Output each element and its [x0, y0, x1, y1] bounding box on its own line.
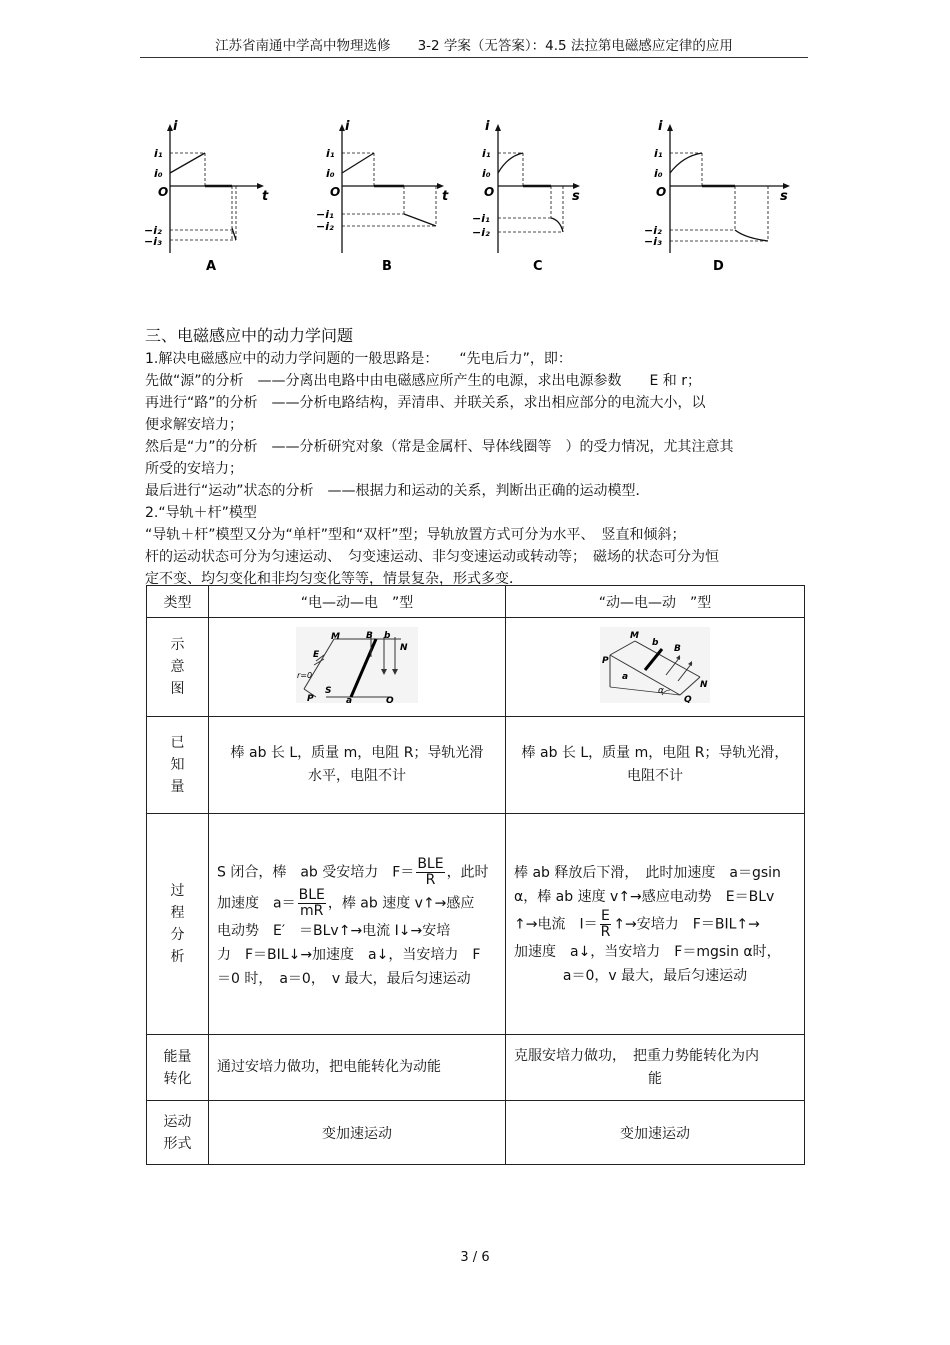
known-right-cell — [506, 717, 805, 814]
tick-label: −i₃ — [644, 235, 662, 248]
energy-right-cell: 克服安培力做功， 把重力势能转化为内 能 — [506, 1035, 805, 1101]
diagram-right-cell — [506, 618, 805, 717]
header-type: 类型 — [147, 586, 209, 618]
tick-label: −i₃ — [144, 235, 162, 248]
tick-label: i₁ — [326, 147, 335, 160]
text-line: 所受的安培力； — [145, 461, 243, 477]
fraction: $\frac{E}{R}$ — [600, 907, 611, 940]
svg-text:b: b — [384, 631, 391, 641]
page-number: 3 / 6 — [460, 1250, 490, 1265]
model-table — [146, 585, 805, 1165]
text-line: 然后是“力”的分析 ——分析研究对象（常是金属杆、导体线圈等 ）的受力情况，尤其注意其 — [145, 439, 734, 455]
graph-label: B — [382, 259, 392, 274]
text-line: 先做“源”的分析 ——分离出电路中由电磁感应所产生的电源，求出电源参数 E 和 r； — [145, 373, 702, 389]
svg-text:Q: Q — [684, 695, 692, 703]
table-row-motion — [147, 1101, 805, 1165]
table-header-row — [147, 586, 805, 618]
process-left-cell: S 闭合，棒 ab 受安培力 F＝ $\frac{\text{BLE}}{R}$ ，此时 加速度 a＝ $\frac{\text{BLE}}{mR}$ ，棒 ab 速度 v↑→感应 电动势 E′ ＝BLv↑→电流 I↓→安培 力 F＝BIL↓→加速度 a↓，当安培力 F ＝0 时， a＝0， v 最大，最后匀速运动 — [209, 814, 506, 1035]
tick-label: i₁ — [482, 147, 491, 160]
tick-label: −i₂ — [472, 226, 490, 239]
tick-label: i₀ — [326, 167, 335, 180]
svg-text:M: M — [331, 632, 340, 642]
header-divider — [140, 57, 808, 58]
process-right-cell: 棒 ab 释放后下滑， 此时加速度 a＝gsin α，棒 ab 速度 v↑→感应电动势 E＝BLv ↑→电流 I＝ $\frac{E}{R}$ ↑→安培力 F＝BIL↑→ 加速度 a↓，当安培力 F＝mgsin α时， a＝0，v 最大，最后匀速运动 — [506, 814, 805, 1035]
known-left-cell — [209, 717, 506, 814]
header-left-model: “电—动—电 ”型 — [209, 586, 506, 618]
svg-text:P: P — [602, 656, 609, 666]
tick-label: −i₂ — [144, 224, 162, 237]
fraction: $\frac{\text{BLE}}{mR}$ — [298, 887, 325, 919]
table-row-process — [147, 814, 805, 1035]
svg-text:M: M — [630, 631, 639, 641]
svg-text:a: a — [622, 672, 629, 682]
svg-text:B: B — [366, 631, 373, 641]
text-line: 1.解决电磁感应中的动力学问题的一般思路是： “先电后力”，即： — [145, 351, 572, 367]
svg-text:b: b — [652, 638, 659, 648]
y-axis-label: i — [485, 119, 490, 134]
graph-label: D — [713, 259, 724, 274]
svg-text:N: N — [400, 643, 408, 653]
rail-diagram-horizontal — [296, 627, 418, 703]
graph-d — [640, 118, 788, 278]
graph-b — [312, 118, 452, 278]
svg-text:r=0: r=0 — [297, 671, 313, 680]
table-row-energy — [147, 1035, 805, 1101]
origin-label: O — [656, 185, 667, 199]
energy-left-cell: 通过安培力做功，把电能转化为动能 — [209, 1035, 506, 1101]
tick-label: i₁ — [654, 147, 663, 160]
svg-text:B: B — [674, 644, 681, 654]
tick-label: i₁ — [154, 147, 163, 160]
svg-text:α: α — [658, 686, 664, 696]
known-right-line: 电阻不计 — [627, 768, 683, 784]
text-line: “导轨＋杆”模型又分为“单杆”型和“双杆”型；导轨放置方式可分为水平、 竖直和倾斜； — [145, 527, 686, 543]
section-title: 三、电磁感应中的动力学问题 — [145, 326, 354, 345]
text-line: 最后进行“运动”状态的分析 ——根据力和运动的关系，判断出正确的运动模型． — [145, 483, 650, 499]
graph-a — [140, 118, 280, 278]
graph-c — [468, 118, 608, 278]
header-left: 江苏省南通中学高中物理选修 — [215, 38, 391, 54]
origin-label: O — [330, 185, 341, 199]
tick-label: i₀ — [482, 167, 491, 180]
row-label-energy: 能量 转化 — [147, 1035, 209, 1101]
x-axis-label: t — [442, 189, 449, 204]
page-header — [140, 34, 808, 56]
y-axis-label: i — [345, 119, 350, 134]
diagram-left-cell — [209, 618, 506, 717]
tick-label: −i₁ — [472, 212, 490, 225]
origin-label: O — [484, 185, 495, 199]
svg-text:S: S — [325, 686, 332, 696]
tick-label: i₀ — [654, 167, 663, 180]
known-right-line: 棒 ab 长 L，质量 m，电阻 R；导轨光滑， — [521, 745, 789, 761]
tick-label: −i₂ — [316, 220, 334, 233]
x-axis-label: s — [780, 189, 788, 204]
x-axis-label: t — [262, 189, 269, 204]
tick-label: −i₂ — [644, 224, 662, 237]
svg-text:E: E — [313, 650, 320, 660]
y-axis-label: i — [658, 119, 663, 134]
text-line: 2.“导轨＋杆”模型 — [145, 505, 257, 521]
row-label-known: 已 知 量 — [147, 717, 209, 814]
text-line: 定不变、均匀变化和非均匀变化等等，情景复杂，形式多变． — [145, 571, 523, 587]
known-left-line: 水平，电阻不计 — [308, 768, 406, 784]
table-row-known — [147, 717, 805, 814]
origin-label: O — [158, 185, 169, 199]
text-line: 杆的运动状态可分为匀速运动、 匀变速运动、非匀变速运动或转动等； 磁场的状态可分为恒 — [145, 549, 719, 565]
svg-text:N: N — [700, 680, 708, 690]
graph-label: C — [533, 259, 543, 274]
tick-label: −i₁ — [316, 208, 334, 221]
svg-text:Q: Q — [386, 696, 394, 703]
row-label-motion: 运动 形式 — [147, 1101, 209, 1165]
known-left-line: 棒 ab 长 L，质量 m，电阻 R；导轨光滑 — [230, 745, 484, 761]
row-label-process: 过 程 分 析 — [147, 814, 209, 1035]
row-label-diagram: 示 意 图 — [147, 618, 209, 717]
motion-left-cell: 变加速运动 — [209, 1101, 506, 1165]
svg-text:P: P — [307, 694, 314, 703]
y-axis-label: i — [173, 119, 178, 134]
table-row-diagram — [147, 618, 805, 717]
rail-diagram-inclined — [600, 627, 710, 703]
graph-label: A — [206, 259, 217, 274]
motion-right-cell: 变加速运动 — [506, 1101, 805, 1165]
svg-text:a: a — [346, 696, 353, 703]
tick-label: i₀ — [154, 167, 163, 180]
header-right-model: “动—电—动 ”型 — [506, 586, 805, 618]
x-axis-label: s — [572, 189, 580, 204]
text-line: 再进行“路”的分析 ——分析电路结构，弄清串、并联关系，求出相应部分的电流大小，以 — [145, 395, 706, 411]
text-line: 便求解安培力； — [145, 417, 243, 433]
header-right: 3-2 学案（无答案）：4.5 法拉第电磁感应定律的应用 — [417, 38, 733, 54]
fraction: $\frac{\text{BLE}}{R}$ — [417, 856, 444, 888]
